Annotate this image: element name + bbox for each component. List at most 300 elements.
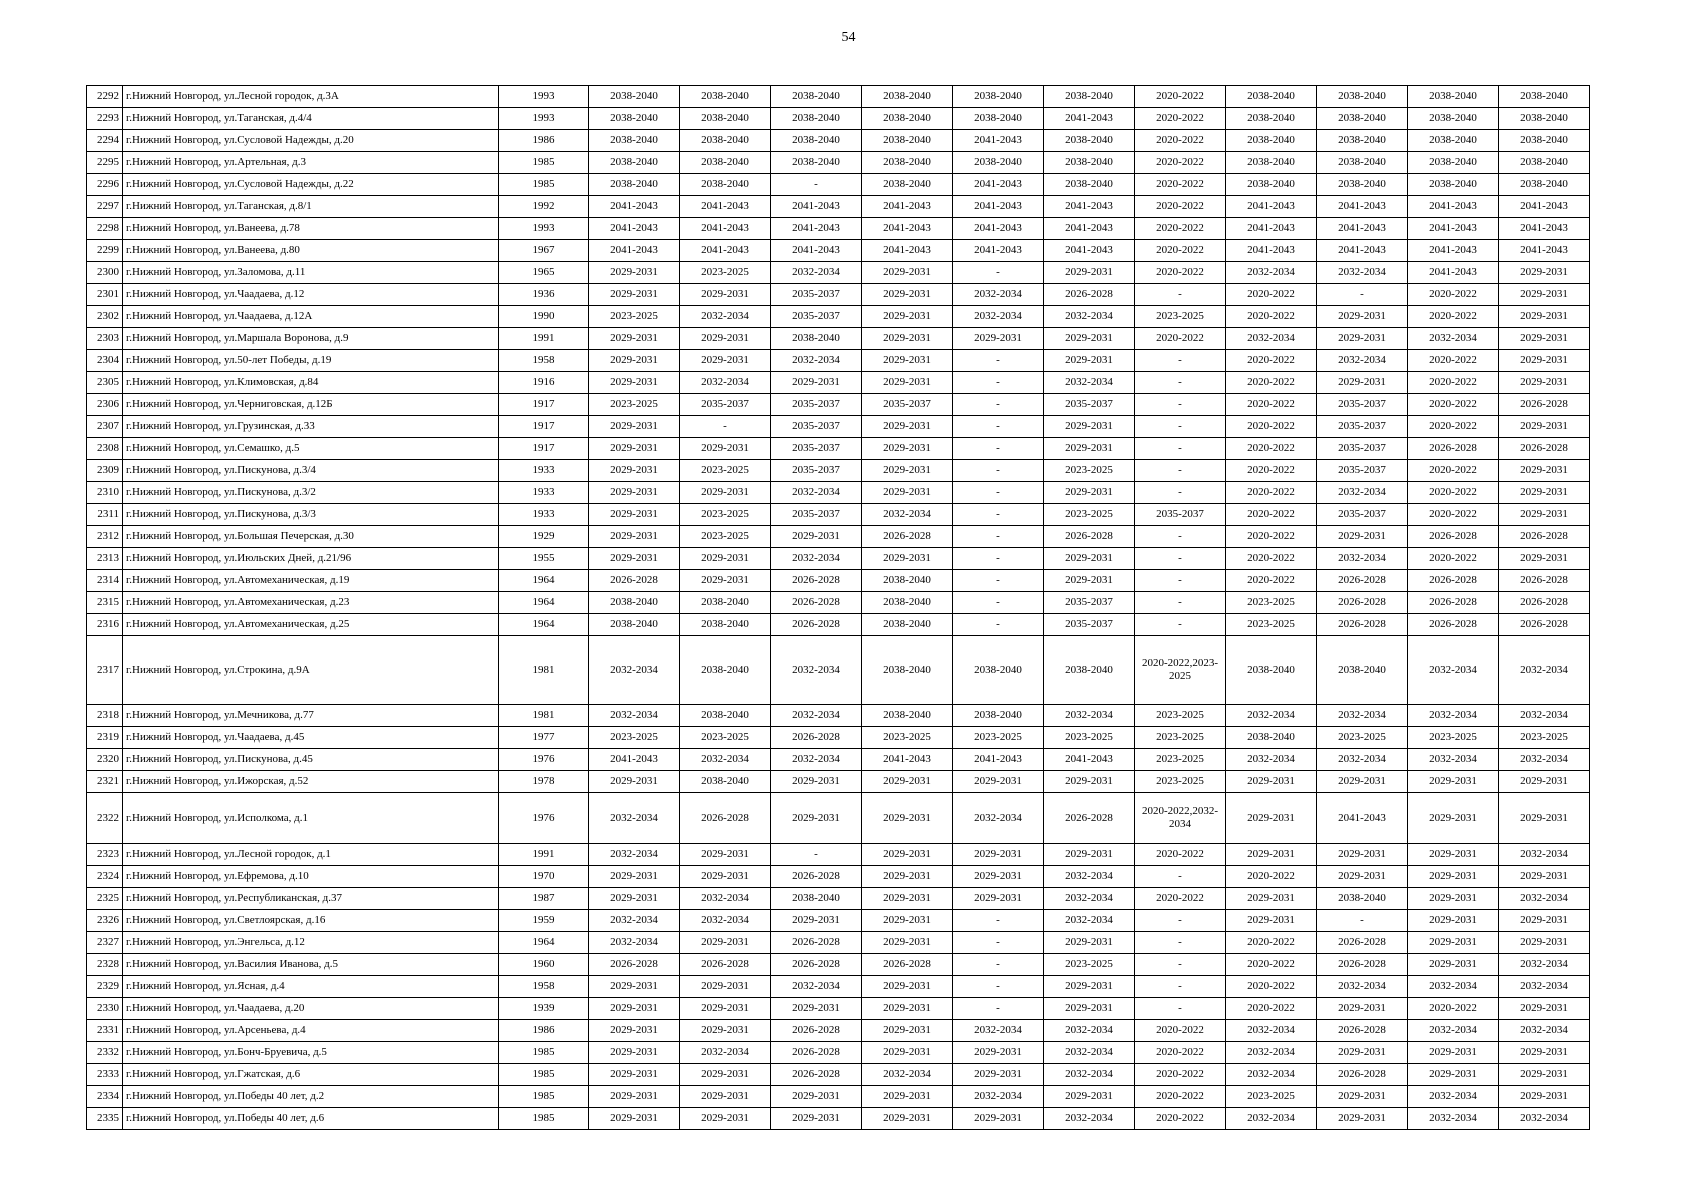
period-cell: 2041-2043 bbox=[771, 196, 862, 218]
period-cell: 2020-2022 bbox=[1135, 240, 1226, 262]
period-cell: 2026-2028 bbox=[1499, 614, 1590, 636]
year-cell: 1991 bbox=[499, 328, 589, 350]
period-cell: 2032-2034 bbox=[589, 636, 680, 705]
row-number-cell: 2293 bbox=[87, 108, 123, 130]
period-cell: 2029-2031 bbox=[1044, 548, 1135, 570]
table-row bbox=[87, 888, 1590, 910]
period-cell: 2023-2025 bbox=[680, 262, 771, 284]
period-cell: 2038-2040 bbox=[953, 108, 1044, 130]
period-cell: 2020-2022 bbox=[1226, 932, 1317, 954]
period-cell: 2038-2040 bbox=[1044, 174, 1135, 196]
period-cell: - bbox=[953, 394, 1044, 416]
period-cell: - bbox=[1135, 910, 1226, 932]
period-cell: 2020-2022 bbox=[1408, 394, 1499, 416]
period-cell: 2032-2034 bbox=[1499, 1108, 1590, 1130]
period-cell: 2023-2025 bbox=[1044, 504, 1135, 526]
table-row bbox=[87, 548, 1590, 570]
period-cell: - bbox=[1317, 910, 1408, 932]
period-cell: 2029-2031 bbox=[953, 1042, 1044, 1064]
period-cell: 2032-2034 bbox=[1044, 372, 1135, 394]
period-cell: 2026-2028 bbox=[1499, 438, 1590, 460]
period-cell: 2029-2031 bbox=[589, 1064, 680, 1086]
period-cell: 2035-2037 bbox=[1044, 394, 1135, 416]
period-cell: - bbox=[953, 570, 1044, 592]
period-cell: 2029-2031 bbox=[680, 1108, 771, 1130]
period-cell: 2029-2031 bbox=[1226, 888, 1317, 910]
address-cell: г.Нижний Новгород, ул.Светлоярская, д.16 bbox=[123, 910, 499, 932]
period-cell: 2029-2031 bbox=[589, 998, 680, 1020]
row-number-cell: 2314 bbox=[87, 570, 123, 592]
period-cell: 2041-2043 bbox=[862, 196, 953, 218]
period-cell: 2038-2040 bbox=[771, 152, 862, 174]
period-cell: 2041-2043 bbox=[680, 196, 771, 218]
address-cell: г.Нижний Новгород, ул.Лесной городок, д.1 bbox=[123, 844, 499, 866]
period-cell: 2041-2043 bbox=[953, 240, 1044, 262]
period-cell: 2026-2028 bbox=[771, 614, 862, 636]
period-cell: 2032-2034 bbox=[680, 910, 771, 932]
period-cell: 2032-2034 bbox=[1499, 844, 1590, 866]
row-number-cell: 2299 bbox=[87, 240, 123, 262]
period-cell: 2032-2034 bbox=[771, 262, 862, 284]
period-cell: 2020-2022 bbox=[1135, 1020, 1226, 1042]
period-cell: 2032-2034 bbox=[1317, 482, 1408, 504]
period-cell: 2020-2022,2032-2034 bbox=[1135, 793, 1226, 844]
table-row bbox=[87, 705, 1590, 727]
period-cell: 2038-2040 bbox=[680, 592, 771, 614]
table-row bbox=[87, 570, 1590, 592]
period-cell: 2020-2022 bbox=[1226, 526, 1317, 548]
period-cell: 2038-2040 bbox=[1044, 86, 1135, 108]
period-cell: 2020-2022 bbox=[1226, 866, 1317, 888]
address-cell: г.Нижний Новгород, ул.Чаадаева, д.12 bbox=[123, 284, 499, 306]
address-cell: г.Нижний Новгород, ул.Таганская, д.8/1 bbox=[123, 196, 499, 218]
row-number-cell: 2330 bbox=[87, 998, 123, 1020]
address-cell: г.Нижний Новгород, ул.Энгельса, д.12 bbox=[123, 932, 499, 954]
period-cell: 2029-2031 bbox=[862, 1020, 953, 1042]
table-body bbox=[87, 86, 1590, 1130]
period-cell: 2032-2034 bbox=[953, 306, 1044, 328]
period-cell: 2023-2025 bbox=[680, 504, 771, 526]
period-cell: 2032-2034 bbox=[953, 1086, 1044, 1108]
period-cell: 2020-2022 bbox=[1135, 262, 1226, 284]
period-cell: 2029-2031 bbox=[680, 548, 771, 570]
address-cell: г.Нижний Новгород, ул.Артельная, д.3 bbox=[123, 152, 499, 174]
period-cell: 2032-2034 bbox=[1044, 1064, 1135, 1086]
period-cell: 2029-2031 bbox=[680, 350, 771, 372]
row-number-cell: 2306 bbox=[87, 394, 123, 416]
period-cell: 2038-2040 bbox=[1317, 108, 1408, 130]
address-cell: г.Нижний Новгород, ул.Василия Иванова, д.5 bbox=[123, 954, 499, 976]
period-cell: 2029-2031 bbox=[1499, 372, 1590, 394]
period-cell: 2032-2034 bbox=[1408, 328, 1499, 350]
period-cell: 2041-2043 bbox=[589, 196, 680, 218]
period-cell: 2038-2040 bbox=[680, 174, 771, 196]
row-number-cell: 2311 bbox=[87, 504, 123, 526]
period-cell: 2029-2031 bbox=[589, 1108, 680, 1130]
period-cell: 2029-2031 bbox=[1044, 932, 1135, 954]
period-cell: 2026-2028 bbox=[1408, 614, 1499, 636]
table-row bbox=[87, 932, 1590, 954]
period-cell: 2029-2031 bbox=[1317, 844, 1408, 866]
period-cell: 2026-2028 bbox=[1408, 570, 1499, 592]
period-cell: 2041-2043 bbox=[1408, 218, 1499, 240]
period-cell: 2038-2040 bbox=[953, 152, 1044, 174]
period-cell: 2029-2031 bbox=[1499, 482, 1590, 504]
period-cell: 2029-2031 bbox=[953, 1064, 1044, 1086]
period-cell: 2041-2043 bbox=[1044, 196, 1135, 218]
period-cell: 2029-2031 bbox=[1408, 844, 1499, 866]
period-cell: - bbox=[953, 504, 1044, 526]
period-cell: 2041-2043 bbox=[1044, 749, 1135, 771]
period-cell: 2029-2031 bbox=[589, 548, 680, 570]
period-cell: 2035-2037 bbox=[1317, 394, 1408, 416]
period-cell: 2029-2031 bbox=[953, 328, 1044, 350]
period-cell: 2038-2040 bbox=[680, 130, 771, 152]
period-cell: 2038-2040 bbox=[1317, 174, 1408, 196]
period-cell: 2038-2040 bbox=[771, 888, 862, 910]
period-cell: 2032-2034 bbox=[1408, 1020, 1499, 1042]
period-cell: 2023-2025 bbox=[1044, 460, 1135, 482]
period-cell: 2041-2043 bbox=[862, 218, 953, 240]
period-cell: 2029-2031 bbox=[1408, 1042, 1499, 1064]
year-cell: 1929 bbox=[499, 526, 589, 548]
period-cell: 2041-2043 bbox=[862, 749, 953, 771]
address-cell: г.Нижний Новгород, ул.Чаадаева, д.20 bbox=[123, 998, 499, 1020]
row-number-cell: 2312 bbox=[87, 526, 123, 548]
period-cell: 2029-2031 bbox=[1408, 793, 1499, 844]
period-cell: 2026-2028 bbox=[771, 954, 862, 976]
period-cell: 2020-2022 bbox=[1408, 306, 1499, 328]
period-cell: 2038-2040 bbox=[862, 130, 953, 152]
period-cell: - bbox=[953, 548, 1044, 570]
period-cell: 2029-2031 bbox=[1499, 504, 1590, 526]
period-cell: 2041-2043 bbox=[589, 240, 680, 262]
period-cell: 2020-2022 bbox=[1135, 844, 1226, 866]
row-number-cell: 2308 bbox=[87, 438, 123, 460]
table-row bbox=[87, 727, 1590, 749]
table-row bbox=[87, 526, 1590, 548]
period-cell: 2029-2031 bbox=[589, 416, 680, 438]
period-cell: 2029-2031 bbox=[771, 910, 862, 932]
address-cell: г.Нижний Новгород, ул.Таганская, д.4/4 bbox=[123, 108, 499, 130]
period-cell: - bbox=[953, 998, 1044, 1020]
period-cell: 2023-2025 bbox=[1135, 727, 1226, 749]
period-cell: - bbox=[1135, 416, 1226, 438]
row-number-cell: 2319 bbox=[87, 727, 123, 749]
period-cell: 2029-2031 bbox=[771, 1086, 862, 1108]
period-cell: 2029-2031 bbox=[1499, 771, 1590, 793]
row-number-cell: 2329 bbox=[87, 976, 123, 998]
period-cell: 2026-2028 bbox=[1408, 526, 1499, 548]
period-cell: 2026-2028 bbox=[680, 954, 771, 976]
period-cell: 2029-2031 bbox=[589, 262, 680, 284]
address-cell: г.Нижний Новгород, ул.Ванеева, д.78 bbox=[123, 218, 499, 240]
year-cell: 1993 bbox=[499, 218, 589, 240]
period-cell: - bbox=[953, 262, 1044, 284]
period-cell: 2020-2022 bbox=[1135, 130, 1226, 152]
period-cell: 2032-2034 bbox=[953, 284, 1044, 306]
period-cell: 2035-2037 bbox=[1317, 416, 1408, 438]
table-row bbox=[87, 504, 1590, 526]
period-cell: 2038-2040 bbox=[589, 152, 680, 174]
period-cell: 2026-2028 bbox=[1408, 592, 1499, 614]
period-cell: - bbox=[1135, 614, 1226, 636]
period-cell: 2032-2034 bbox=[771, 705, 862, 727]
period-cell: 2032-2034 bbox=[953, 793, 1044, 844]
year-cell: 1987 bbox=[499, 888, 589, 910]
period-cell: 2029-2031 bbox=[1044, 844, 1135, 866]
table-row bbox=[87, 793, 1590, 844]
period-cell: 2041-2043 bbox=[1317, 218, 1408, 240]
period-cell: 2032-2034 bbox=[1499, 749, 1590, 771]
period-cell: - bbox=[1135, 932, 1226, 954]
period-cell: 2026-2028 bbox=[1499, 592, 1590, 614]
period-cell: 2032-2034 bbox=[1226, 262, 1317, 284]
year-cell: 1933 bbox=[499, 504, 589, 526]
period-cell: 2038-2040 bbox=[953, 86, 1044, 108]
period-cell: 2026-2028 bbox=[1044, 526, 1135, 548]
period-cell: 2035-2037 bbox=[771, 306, 862, 328]
period-cell: 2029-2031 bbox=[862, 328, 953, 350]
period-cell: 2029-2031 bbox=[680, 976, 771, 998]
period-cell: 2038-2040 bbox=[771, 108, 862, 130]
year-cell: 1960 bbox=[499, 954, 589, 976]
period-cell: 2038-2040 bbox=[1499, 130, 1590, 152]
year-cell: 1981 bbox=[499, 636, 589, 705]
period-cell: 2029-2031 bbox=[862, 350, 953, 372]
period-cell: 2026-2028 bbox=[1317, 570, 1408, 592]
period-cell: 2026-2028 bbox=[1499, 394, 1590, 416]
table-row bbox=[87, 394, 1590, 416]
period-cell: 2023-2025 bbox=[1135, 749, 1226, 771]
period-cell: 2038-2040 bbox=[589, 108, 680, 130]
period-cell: 2041-2043 bbox=[953, 196, 1044, 218]
period-cell: 2020-2022 bbox=[1226, 394, 1317, 416]
row-number-cell: 2321 bbox=[87, 771, 123, 793]
period-cell: 2035-2037 bbox=[771, 460, 862, 482]
period-cell: 2038-2040 bbox=[680, 771, 771, 793]
period-cell: 2020-2022 bbox=[1226, 350, 1317, 372]
period-cell: 2029-2031 bbox=[1499, 306, 1590, 328]
period-cell: 2029-2031 bbox=[862, 844, 953, 866]
period-cell: 2032-2034 bbox=[1408, 976, 1499, 998]
address-cell: г.Нижний Новгород, ул.Гжатская, д.6 bbox=[123, 1064, 499, 1086]
row-number-cell: 2332 bbox=[87, 1042, 123, 1064]
address-cell: г.Нижний Новгород, ул.Арсеньева, д.4 bbox=[123, 1020, 499, 1042]
period-cell: 2038-2040 bbox=[1226, 108, 1317, 130]
row-number-cell: 2295 bbox=[87, 152, 123, 174]
period-cell: 2035-2037 bbox=[1044, 614, 1135, 636]
period-cell: 2029-2031 bbox=[862, 1108, 953, 1130]
period-cell: 2038-2040 bbox=[862, 174, 953, 196]
period-cell: 2026-2028 bbox=[862, 526, 953, 548]
period-cell: 2038-2040 bbox=[862, 614, 953, 636]
row-number-cell: 2309 bbox=[87, 460, 123, 482]
period-cell: 2029-2031 bbox=[589, 1020, 680, 1042]
period-cell: 2038-2040 bbox=[862, 592, 953, 614]
period-cell: 2020-2022 bbox=[1226, 482, 1317, 504]
period-cell: 2032-2034 bbox=[1044, 705, 1135, 727]
period-cell: 2029-2031 bbox=[589, 976, 680, 998]
period-cell: 2032-2034 bbox=[1226, 705, 1317, 727]
period-cell: 2029-2031 bbox=[680, 328, 771, 350]
period-cell: 2029-2031 bbox=[862, 262, 953, 284]
address-cell: г.Нижний Новгород, ул.Черниговская, д.12Б bbox=[123, 394, 499, 416]
period-cell: 2032-2034 bbox=[771, 350, 862, 372]
period-cell: 2041-2043 bbox=[771, 240, 862, 262]
table-row bbox=[87, 152, 1590, 174]
period-cell: 2032-2034 bbox=[1317, 262, 1408, 284]
period-cell: 2020-2022 bbox=[1408, 998, 1499, 1020]
period-cell: 2038-2040 bbox=[1317, 152, 1408, 174]
period-cell: 2026-2028 bbox=[771, 932, 862, 954]
period-cell: 2038-2040 bbox=[680, 614, 771, 636]
table-row bbox=[87, 1108, 1590, 1130]
period-cell: 2041-2043 bbox=[953, 218, 1044, 240]
period-cell: 2029-2031 bbox=[680, 1086, 771, 1108]
address-cell: г.Нижний Новгород, ул.Сусловой Надежды, д.22 bbox=[123, 174, 499, 196]
period-cell: 2026-2028 bbox=[771, 1020, 862, 1042]
period-cell: 2026-2028 bbox=[680, 793, 771, 844]
row-number-cell: 2323 bbox=[87, 844, 123, 866]
period-cell: 2032-2034 bbox=[589, 932, 680, 954]
period-cell: 2026-2028 bbox=[1317, 614, 1408, 636]
period-cell: 2029-2031 bbox=[1499, 1086, 1590, 1108]
period-cell: 2029-2031 bbox=[953, 844, 1044, 866]
period-cell: 2029-2031 bbox=[953, 888, 1044, 910]
period-cell: 2029-2031 bbox=[862, 438, 953, 460]
period-cell: 2032-2034 bbox=[1499, 705, 1590, 727]
period-cell: 2041-2043 bbox=[680, 240, 771, 262]
row-number-cell: 2331 bbox=[87, 1020, 123, 1042]
year-cell: 1964 bbox=[499, 592, 589, 614]
table-row bbox=[87, 1042, 1590, 1064]
period-cell: 2038-2040 bbox=[1499, 86, 1590, 108]
address-cell: г.Нижний Новгород, ул.Ижорская, д.52 bbox=[123, 771, 499, 793]
row-number-cell: 2298 bbox=[87, 218, 123, 240]
year-cell: 1967 bbox=[499, 240, 589, 262]
period-cell: 2032-2034 bbox=[1499, 888, 1590, 910]
table-row bbox=[87, 998, 1590, 1020]
period-cell: 2029-2031 bbox=[862, 888, 953, 910]
period-cell: 2038-2040 bbox=[953, 636, 1044, 705]
row-number-cell: 2297 bbox=[87, 196, 123, 218]
period-cell: 2038-2040 bbox=[680, 705, 771, 727]
period-cell: 2041-2043 bbox=[680, 218, 771, 240]
year-cell: 1958 bbox=[499, 976, 589, 998]
year-cell: 1991 bbox=[499, 844, 589, 866]
address-cell: г.Нижний Новгород, ул.Маршала Воронова, д.9 bbox=[123, 328, 499, 350]
period-cell: 2029-2031 bbox=[589, 482, 680, 504]
period-cell: 2026-2028 bbox=[771, 570, 862, 592]
period-cell: 2020-2022 bbox=[1226, 284, 1317, 306]
period-cell: 2032-2034 bbox=[1044, 888, 1135, 910]
period-cell: 2029-2031 bbox=[1499, 932, 1590, 954]
period-cell: 2038-2040 bbox=[589, 174, 680, 196]
address-cell: г.Нижний Новгород, ул.Пискунова, д.3/2 bbox=[123, 482, 499, 504]
period-cell: 2038-2040 bbox=[1226, 636, 1317, 705]
period-cell: 2026-2028 bbox=[1499, 526, 1590, 548]
table-row bbox=[87, 844, 1590, 866]
period-cell: 2041-2043 bbox=[953, 130, 1044, 152]
period-cell: 2020-2022 bbox=[1226, 372, 1317, 394]
row-number-cell: 2303 bbox=[87, 328, 123, 350]
address-cell: г.Нижний Новгород, ул.Грузинская, д.33 bbox=[123, 416, 499, 438]
year-cell: 1936 bbox=[499, 284, 589, 306]
table-row bbox=[87, 218, 1590, 240]
year-cell: 1985 bbox=[499, 1042, 589, 1064]
period-cell: 2029-2031 bbox=[589, 771, 680, 793]
period-cell: 2032-2034 bbox=[771, 976, 862, 998]
period-cell: 2026-2028 bbox=[1317, 592, 1408, 614]
period-cell: 2023-2025 bbox=[680, 727, 771, 749]
period-cell: 2038-2040 bbox=[862, 108, 953, 130]
period-cell: 2029-2031 bbox=[1226, 844, 1317, 866]
period-cell: - bbox=[953, 350, 1044, 372]
period-cell: 2041-2043 bbox=[589, 218, 680, 240]
period-cell: - bbox=[771, 174, 862, 196]
row-number-cell: 2317 bbox=[87, 636, 123, 705]
period-cell: 2029-2031 bbox=[1317, 1086, 1408, 1108]
table-row bbox=[87, 636, 1590, 705]
row-number-cell: 2325 bbox=[87, 888, 123, 910]
period-cell: 2038-2040 bbox=[589, 86, 680, 108]
year-cell: 1985 bbox=[499, 174, 589, 196]
period-cell: 2023-2025 bbox=[680, 526, 771, 548]
period-cell: 2038-2040 bbox=[1317, 86, 1408, 108]
table-row bbox=[87, 130, 1590, 152]
table-row bbox=[87, 954, 1590, 976]
period-cell: 2029-2031 bbox=[1408, 932, 1499, 954]
period-cell: 2032-2034 bbox=[1317, 749, 1408, 771]
period-cell: - bbox=[1135, 372, 1226, 394]
period-cell: 2041-2043 bbox=[1044, 240, 1135, 262]
address-cell: г.Нижний Новгород, ул.50-лет Победы, д.19 bbox=[123, 350, 499, 372]
period-cell: 2029-2031 bbox=[862, 548, 953, 570]
period-cell: 2029-2031 bbox=[1408, 954, 1499, 976]
period-cell: 2029-2031 bbox=[589, 504, 680, 526]
row-number-cell: 2322 bbox=[87, 793, 123, 844]
period-cell: 2029-2031 bbox=[1044, 262, 1135, 284]
period-cell: 2029-2031 bbox=[1317, 328, 1408, 350]
period-cell: 2026-2028 bbox=[771, 592, 862, 614]
period-cell: 2032-2034 bbox=[1044, 1020, 1135, 1042]
period-cell: 2020-2022 bbox=[1135, 152, 1226, 174]
period-cell: 2038-2040 bbox=[862, 152, 953, 174]
period-cell: 2038-2040 bbox=[1317, 888, 1408, 910]
row-number-cell: 2316 bbox=[87, 614, 123, 636]
row-number-cell: 2310 bbox=[87, 482, 123, 504]
period-cell: - bbox=[953, 614, 1044, 636]
period-cell: 2023-2025 bbox=[1226, 592, 1317, 614]
period-cell: 2026-2028 bbox=[1408, 438, 1499, 460]
period-cell: 2032-2034 bbox=[1044, 866, 1135, 888]
period-cell: 2038-2040 bbox=[1408, 108, 1499, 130]
period-cell: 2026-2028 bbox=[589, 570, 680, 592]
year-cell: 1955 bbox=[499, 548, 589, 570]
period-cell: 2041-2043 bbox=[1408, 262, 1499, 284]
period-cell: 2032-2034 bbox=[1317, 705, 1408, 727]
period-cell: 2029-2031 bbox=[1044, 771, 1135, 793]
period-cell: - bbox=[1135, 438, 1226, 460]
period-cell: 2032-2034 bbox=[589, 844, 680, 866]
period-cell: 2023-2025 bbox=[589, 727, 680, 749]
address-cell: г.Нижний Новгород, ул.Сусловой Надежды, д.20 bbox=[123, 130, 499, 152]
period-cell: 2029-2031 bbox=[1499, 350, 1590, 372]
period-cell: 2029-2031 bbox=[589, 460, 680, 482]
year-cell: 1985 bbox=[499, 1064, 589, 1086]
period-cell: 2032-2034 bbox=[1226, 1064, 1317, 1086]
